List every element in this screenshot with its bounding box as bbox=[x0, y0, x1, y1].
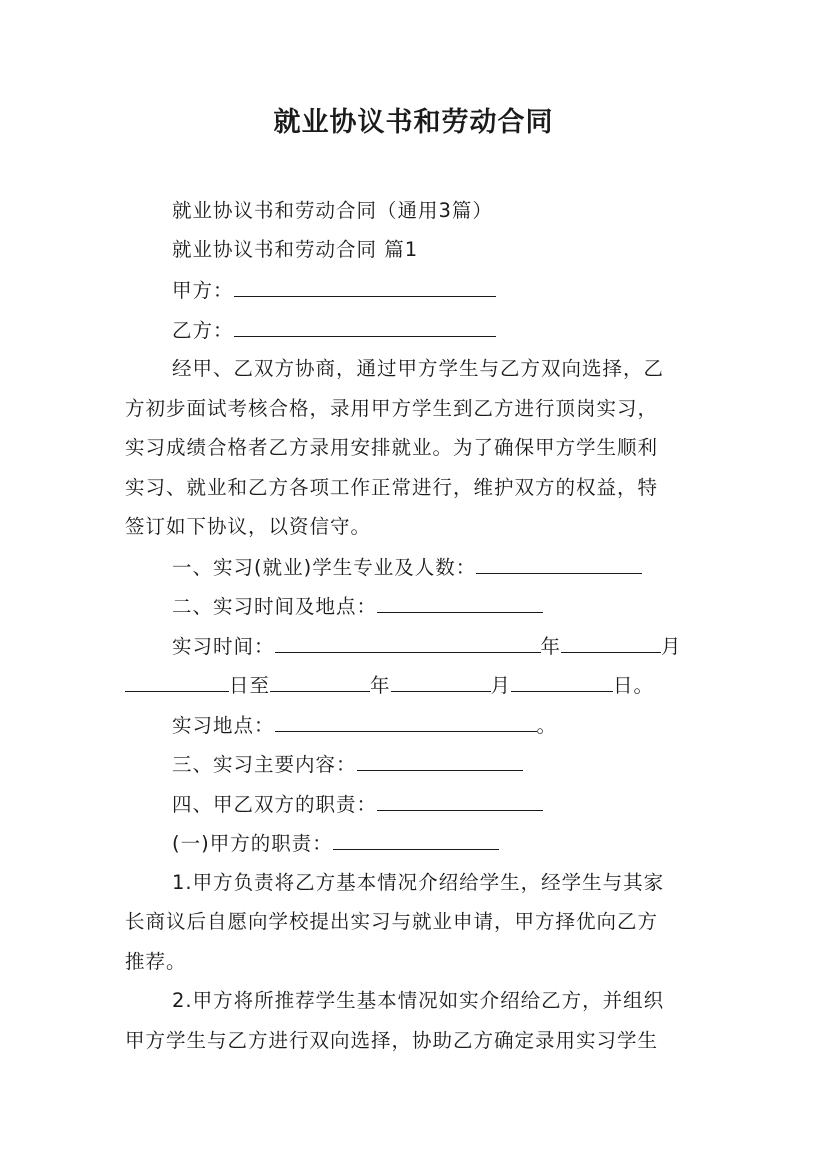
party-a-label: 甲方： bbox=[172, 279, 234, 302]
party-a-line bbox=[172, 276, 496, 305]
document-subtitle: 就业协议书和劳动合同（通用3篇） bbox=[172, 199, 493, 222]
day-blank bbox=[125, 671, 229, 692]
month-char: 月 bbox=[490, 674, 512, 697]
time-label: 实习时间： bbox=[172, 635, 275, 658]
duty-a-label: (一)甲方的职责： bbox=[172, 832, 333, 855]
place-end: 。 bbox=[536, 714, 558, 737]
duty-a-line bbox=[172, 829, 499, 858]
clause2-line: 2.甲方将所推荐学生基本情况如实介绍给乙方，并组织 bbox=[172, 989, 665, 1012]
clause2-line: 甲方学生与乙方进行双向选择，协助乙方确定录用实习学生 bbox=[125, 1029, 659, 1052]
day-end-text: 日。 bbox=[613, 674, 655, 697]
intro-line: 实习、就业和乙方各项工作正常进行，维护双方的权益，特 bbox=[125, 476, 659, 499]
clause1-line: 1.甲方负责将乙方基本情况介绍给学生，经学生与其家 bbox=[172, 871, 665, 894]
item4-label: 四、甲乙双方的职责： bbox=[172, 793, 378, 816]
item4-line bbox=[172, 790, 543, 819]
month-char: 月 bbox=[661, 635, 682, 658]
intro-line: 经甲、乙双方协商，通过甲方学生与乙方双向选择，乙 bbox=[172, 357, 665, 380]
clause1-line: 长商议后自愿向学校提出实习与就业申请，甲方择优向乙方 bbox=[125, 910, 659, 933]
item1-blank bbox=[476, 553, 642, 574]
place-blank bbox=[275, 711, 537, 732]
item2-blank bbox=[377, 592, 543, 613]
place-label: 实习地点： bbox=[172, 714, 275, 737]
item3-blank bbox=[357, 750, 523, 771]
duty-a-blank bbox=[333, 829, 499, 850]
item1-label: 一、实习(就业)学生专业及人数： bbox=[172, 556, 477, 579]
item3-line bbox=[172, 750, 523, 779]
end-month-blank bbox=[391, 671, 491, 692]
end-day-blank bbox=[511, 671, 613, 692]
item1-line bbox=[172, 553, 642, 582]
intro-line: 实习成绩合格者乙方录用安排就业。为了确保甲方学生顺利 bbox=[125, 436, 659, 459]
clause1-line: 推荐。 bbox=[125, 950, 187, 973]
place-line bbox=[172, 711, 557, 740]
party-b-blank bbox=[234, 316, 496, 337]
party-b-line bbox=[172, 316, 496, 345]
intro-line: 签订如下协议，以资信守。 bbox=[125, 515, 372, 538]
item2-label: 二、实习时间及地点： bbox=[172, 595, 378, 618]
document-title: 就业协议书和劳动合同 bbox=[273, 107, 554, 138]
day-to-text: 日至 bbox=[229, 674, 271, 697]
item2-line bbox=[172, 592, 543, 621]
item3-label: 三、实习主要内容： bbox=[172, 753, 357, 776]
end-year-blank bbox=[270, 671, 370, 692]
year-char: 年 bbox=[540, 635, 562, 658]
item4-blank bbox=[377, 790, 543, 811]
time-start-blank bbox=[275, 632, 541, 653]
section-heading: 就业协议书和劳动合同 篇1 bbox=[172, 238, 419, 261]
year-char: 年 bbox=[370, 674, 391, 697]
time-line bbox=[172, 632, 682, 661]
party-b-label: 乙方： bbox=[172, 319, 234, 342]
time-range-line bbox=[125, 671, 654, 700]
intro-line: 方初步面试考核合格，录用甲方学生到乙方进行顶岗实习， bbox=[125, 397, 659, 420]
month-blank bbox=[561, 632, 661, 653]
party-a-blank bbox=[234, 276, 496, 297]
